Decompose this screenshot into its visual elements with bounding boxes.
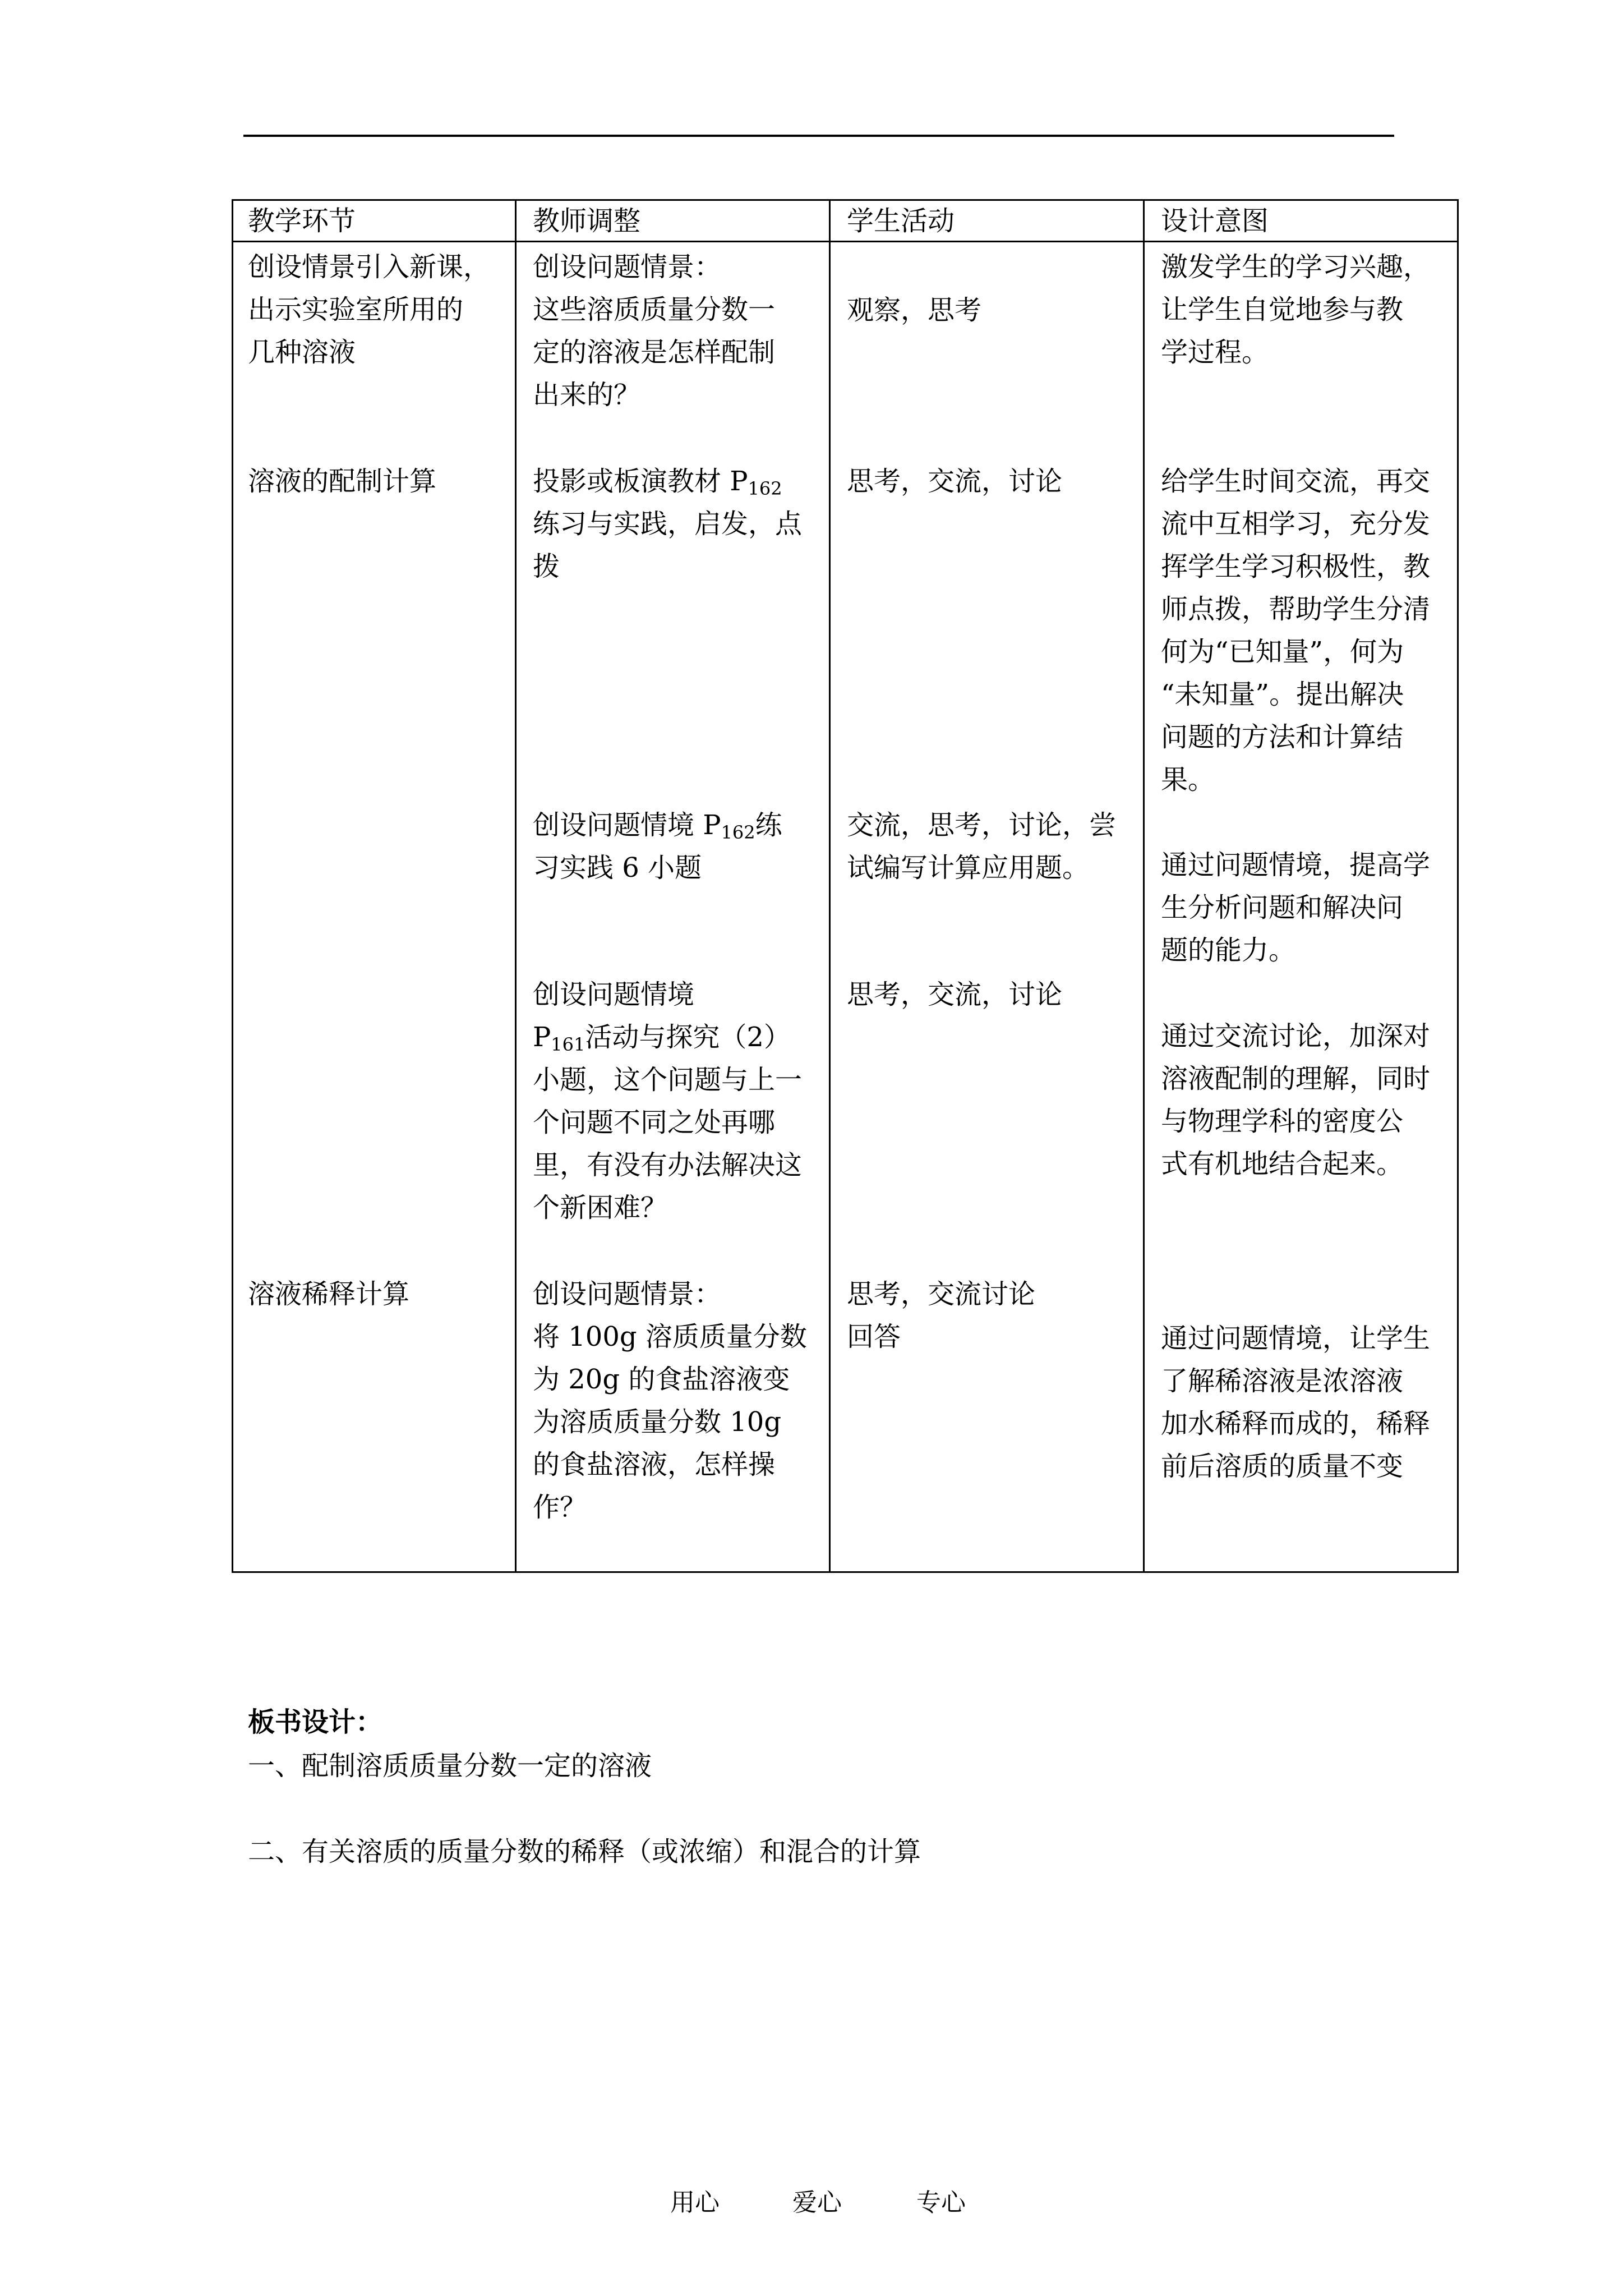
text-line: [533, 1315, 807, 1358]
text-line: [1161, 673, 1430, 716]
student-cell: [847, 973, 1062, 1016]
text-line: [248, 460, 436, 503]
text-line: [1161, 331, 1430, 374]
text-line: [847, 289, 981, 332]
text-line: [533, 804, 782, 846]
text-segment: 创设情景引入新课，: [248, 251, 491, 283]
text-segment: 为溶质质量分数 10g: [533, 1406, 782, 1438]
column-divider: [829, 201, 831, 1571]
teacher-cell: [533, 246, 775, 416]
stage-preparation-calc: [248, 460, 436, 503]
lesson-table: [232, 199, 1459, 1573]
footer-text: 用心: [670, 2188, 720, 2217]
text-line: [248, 288, 490, 331]
text-segment: 个新困难？: [533, 1192, 668, 1223]
text-segment: 作？: [533, 1492, 587, 1523]
student-cell: [847, 289, 981, 332]
text-segment: 生分析问题和解决问: [1161, 892, 1404, 923]
board-design-title: 板书设计：: [248, 1706, 383, 1738]
text-line: [1161, 1143, 1430, 1185]
text-segment: 流中互相学习，充分发: [1161, 508, 1431, 540]
student-cell: [847, 1273, 1035, 1358]
text-segment: 为 20g 的食盐溶液变: [533, 1364, 790, 1395]
text-segment: 练习与实践，启发，点: [533, 508, 803, 540]
header-teaching-stage: 教学环节: [248, 205, 356, 237]
text-segment: 几种溶液: [248, 337, 356, 368]
text-line: [1161, 288, 1430, 331]
text-line: [1161, 631, 1430, 673]
text-line: [847, 1315, 1035, 1358]
text-line: [1161, 1445, 1430, 1488]
text-segment: 了解稀溶液是浓溶液: [1161, 1365, 1404, 1397]
text-segment: 创设问题情景：: [533, 1278, 722, 1310]
header-divider: [233, 241, 1457, 242]
text-segment: 个问题不同之处再哪: [533, 1107, 776, 1138]
intent-cell: [1161, 844, 1430, 972]
text-segment: 给学生时间交流，再交: [1161, 466, 1431, 497]
text-segment: 创设问题情景：: [533, 251, 722, 283]
stage-dilution-calc: [248, 1273, 409, 1315]
text-segment: 创设问题情境 P: [533, 809, 721, 841]
text-segment: “未知量”。提出解决: [1161, 679, 1404, 710]
text-segment: 题的能力。: [1161, 935, 1296, 966]
text-line: [533, 1144, 802, 1186]
text-line: [1161, 1360, 1430, 1402]
text-segment: 投影或板演教材 P: [533, 466, 748, 497]
text-line: [1161, 1100, 1430, 1143]
text-line: [533, 1486, 807, 1529]
text-line: [847, 973, 1062, 1016]
text-segment: 思考，交流，讨论: [847, 979, 1063, 1010]
header-design-intent: 设计意图: [1161, 205, 1269, 237]
header-rule: [243, 135, 1394, 137]
text-segment: 出示实验室所用的: [248, 294, 464, 325]
column-divider: [1143, 201, 1145, 1571]
text-line: [533, 545, 802, 588]
text-line: [533, 846, 782, 889]
text-segment: 通过交流讨论，加深对: [1161, 1020, 1431, 1052]
text-segment: 前后溶质的质量不变: [1161, 1451, 1404, 1482]
text-segment: 通过问题情境，提高学: [1161, 849, 1431, 881]
text-line: [533, 503, 802, 545]
text-line: [533, 1273, 807, 1315]
header-student-activity: 学生活动: [847, 205, 955, 237]
text-line: [533, 973, 802, 1016]
text-segment: 这些溶质质量分数一: [533, 294, 776, 325]
text-segment: 的食盐溶液，怎样操: [533, 1449, 776, 1480]
text-segment: 思考，交流讨论: [847, 1278, 1036, 1310]
text-line: [533, 288, 775, 331]
text-line: [847, 1273, 1035, 1315]
intent-cell: [1161, 1015, 1430, 1185]
text-segment: 何为“已知量”，何为: [1161, 636, 1404, 668]
text-segment: 交流，思考，讨论，尝: [847, 809, 1117, 841]
page-subscript: 162: [748, 478, 782, 499]
text-segment: 小题，这个问题与上一: [533, 1064, 803, 1096]
text-line: [847, 460, 1062, 503]
text-line: [1161, 545, 1430, 588]
text-segment: 通过问题情境，让学生: [1161, 1323, 1431, 1354]
text-line: [1161, 844, 1430, 886]
text-line: [1161, 246, 1430, 288]
text-line: [533, 1358, 807, 1401]
intent-cell: [1161, 1317, 1430, 1488]
student-cell: [847, 804, 1116, 889]
intent-cell: [1161, 246, 1430, 374]
text-segment: 让学生自觉地参与教: [1161, 294, 1404, 325]
text-segment: 活动与探究（2）: [585, 1022, 791, 1053]
footer-text: 爱心: [792, 2188, 842, 2217]
header-teacher-adjustment: 教师调整: [533, 205, 641, 237]
text-segment: 果。: [1161, 764, 1215, 795]
text-segment: 溶液配制的理解，同时: [1161, 1063, 1431, 1094]
teacher-cell: [533, 804, 782, 889]
text-segment: 与物理学科的密度公: [1161, 1106, 1404, 1137]
text-line: [1161, 1317, 1430, 1360]
text-line: [533, 1016, 802, 1059]
stage-intro: [248, 246, 490, 374]
text-line: [533, 331, 775, 374]
text-line: [1161, 758, 1430, 801]
footer-text: 专心: [916, 2188, 966, 2217]
text-segment: P: [533, 1022, 551, 1053]
teacher-cell: [533, 460, 802, 588]
text-segment: 溶液的配制计算: [248, 466, 437, 497]
text-line: [1161, 886, 1430, 929]
text-line: [847, 804, 1116, 846]
teacher-cell: [533, 973, 802, 1229]
text-line: [533, 1101, 802, 1144]
column-divider: [515, 201, 517, 1571]
text-line: [1161, 588, 1430, 631]
text-line: [1161, 503, 1430, 545]
text-segment: 溶液稀释计算: [248, 1278, 410, 1310]
text-line: [1161, 460, 1430, 503]
text-segment: 激发学生的学习兴趣，: [1161, 251, 1431, 283]
text-segment: 试编写计算应用题。: [847, 852, 1090, 884]
text-line: [533, 1443, 807, 1486]
teacher-cell: [533, 1273, 807, 1529]
text-line: [533, 246, 775, 288]
text-line: [1161, 929, 1430, 972]
text-line: [533, 1401, 807, 1443]
intent-cell: [1161, 460, 1430, 801]
text-segment: 创设问题情境: [533, 979, 695, 1010]
student-cell: [847, 460, 1062, 503]
board-item-1: 一、配制溶质质量分数一定的溶液: [248, 1750, 652, 1782]
page-subscript: 161: [551, 1034, 585, 1055]
text-line: [533, 1186, 802, 1229]
text-line: [248, 331, 490, 374]
text-segment: 回答: [847, 1321, 901, 1352]
board-item-2: 二、有关溶质的质量分数的稀释（或浓缩）和混合的计算: [248, 1836, 921, 1867]
page-subscript: 162: [721, 822, 755, 843]
text-segment: 出来的？: [533, 379, 641, 411]
text-line: [533, 1059, 802, 1101]
text-segment: 练: [755, 809, 782, 841]
text-segment: 习实践 6 小题: [533, 852, 702, 884]
text-line: [248, 1273, 409, 1315]
text-line: [533, 460, 802, 503]
text-line: [1161, 1402, 1430, 1445]
text-segment: 里，有没有办法解决这: [533, 1149, 803, 1181]
text-segment: 挥学生学习积极性，教: [1161, 551, 1431, 582]
text-segment: 式有机地结合起来。: [1161, 1148, 1404, 1180]
text-segment: 拨: [533, 551, 560, 582]
text-segment: 问题的方法和计算结: [1161, 721, 1404, 753]
text-line: [533, 374, 775, 416]
text-line: [1161, 1057, 1430, 1100]
text-segment: 将 100g 溶质质量分数: [533, 1321, 807, 1352]
text-segment: 思考，交流，讨论: [847, 466, 1063, 497]
text-line: [248, 246, 490, 288]
text-line: [1161, 1015, 1430, 1057]
text-segment: 师点拨，帮助学生分清: [1161, 593, 1431, 625]
text-segment: 观察，思考: [847, 295, 982, 326]
text-segment: 加水稀释而成的，稀释: [1161, 1408, 1431, 1439]
text-line: [1161, 716, 1430, 758]
text-segment: 定的溶液是怎样配制: [533, 337, 776, 368]
text-line: [847, 846, 1116, 889]
text-segment: 学过程。: [1161, 337, 1269, 368]
